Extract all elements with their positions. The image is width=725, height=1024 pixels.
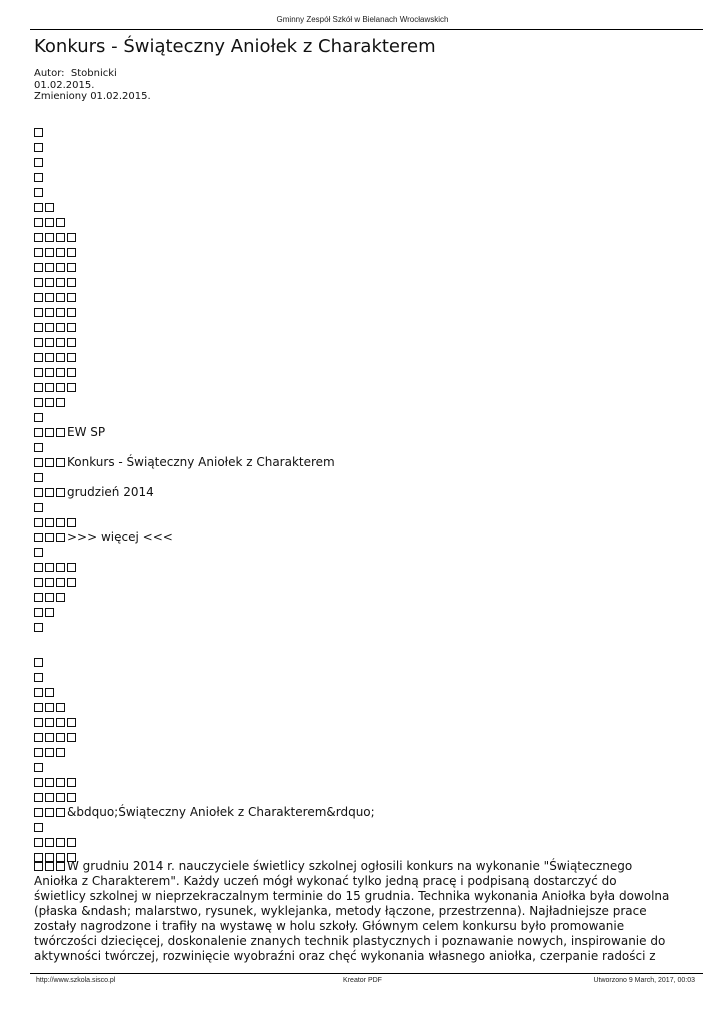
missing-glyph-icon (34, 563, 43, 572)
header-divider (30, 29, 703, 30)
article-meta (34, 68, 151, 103)
missing-glyph-icon (45, 593, 54, 602)
missing-glyph-icon (34, 173, 43, 182)
glyph-row (34, 410, 694, 425)
missing-glyph-icon (34, 703, 43, 712)
missing-glyph-icon (45, 718, 54, 727)
glyph-row (34, 605, 694, 620)
glyph-row (34, 790, 694, 805)
missing-glyph-icon (34, 533, 43, 542)
missing-glyph-icon (34, 158, 43, 167)
missing-glyph-icon (45, 233, 54, 242)
row-text: Konkurs - Świąteczny Aniołek z Charakterem (67, 455, 335, 469)
missing-glyph-icon (67, 578, 76, 587)
missing-glyph-icon (56, 488, 65, 497)
missing-glyph-icon (56, 748, 65, 757)
missing-glyph-icon (34, 733, 43, 742)
missing-glyph-icon (56, 808, 65, 817)
missing-glyph-icon (56, 563, 65, 572)
glyph-row (34, 350, 694, 365)
missing-glyph-icon (56, 703, 65, 712)
missing-glyph-icon (45, 608, 54, 617)
missing-glyph-icon (34, 778, 43, 787)
glyph-row (34, 365, 694, 380)
glyph-row (34, 560, 694, 575)
row-text: &bdquo;Świąteczny Aniołek z Charakterem&rdquo; (67, 805, 375, 819)
missing-glyph-icon (56, 593, 65, 602)
missing-glyph-icon (67, 293, 76, 302)
missing-glyph-icon (56, 383, 65, 392)
publish-date: 01.02.2015. (34, 79, 95, 91)
missing-glyph-icon (45, 688, 54, 697)
missing-glyph-icon (34, 503, 43, 512)
glyph-row (34, 760, 694, 775)
glyph-row (34, 425, 694, 440)
glyph-row (34, 670, 694, 685)
missing-glyph-icon (34, 188, 43, 197)
missing-glyph-icon (34, 458, 43, 467)
missing-glyph-icon (56, 323, 65, 332)
modified-date: Zmieniony 01.02.2015. (34, 91, 151, 102)
glyph-row (34, 185, 694, 200)
glyph-row (34, 685, 694, 700)
missing-glyph-icon (34, 793, 43, 802)
glyph-row (34, 835, 694, 850)
missing-glyph-icon (67, 368, 76, 377)
glyph-row (34, 470, 694, 485)
missing-glyph-icon (56, 862, 65, 871)
missing-glyph-icon (45, 353, 54, 362)
paragraph-line: zostały nagrodzone i trafiły na wystawę w holu szkoły. Głównym celem konkursu było promowanie (34, 919, 625, 933)
missing-glyph-icon (67, 323, 76, 332)
missing-glyph-icon (45, 793, 54, 802)
missing-glyph-icon (67, 733, 76, 742)
article-title: Konkurs - Świąteczny Aniołek z Charakterem (34, 36, 436, 57)
glyph-row (34, 305, 694, 320)
missing-glyph-icon (45, 263, 54, 272)
missing-glyph-icon (56, 518, 65, 527)
missing-glyph-icon (45, 278, 54, 287)
glyph-row (34, 730, 694, 745)
missing-glyph-icon (56, 218, 65, 227)
row-text: EW SP (67, 425, 106, 439)
glyph-block-bottom (34, 655, 694, 865)
article-paragraph (34, 859, 694, 964)
missing-glyph-icon (45, 338, 54, 347)
missing-glyph-icon (34, 308, 43, 317)
missing-glyph-icon (34, 128, 43, 137)
missing-glyph-icon (34, 278, 43, 287)
missing-glyph-icon (56, 293, 65, 302)
paragraph-line: świetlicy szkolnej w nieprzekraczalnym terminie do 15 grudnia. Technika wykonania Aniołka była dowolna (34, 889, 670, 903)
missing-glyph-icon (56, 308, 65, 317)
missing-glyph-icon (34, 658, 43, 667)
row-text: >>> więcej <<< (67, 530, 173, 544)
glyph-row (34, 125, 694, 140)
missing-glyph-icon (45, 368, 54, 377)
missing-glyph-icon (34, 808, 43, 817)
glyph-row (34, 440, 694, 455)
missing-glyph-icon (67, 778, 76, 787)
missing-glyph-icon (34, 862, 43, 871)
paragraph-line: Aniołka z Charakterem". Każdy uczeń mógł wykonać tylko jedną pracę i podpisaną dostarczyć do (34, 874, 617, 888)
missing-glyph-icon (56, 458, 65, 467)
glyph-row (34, 820, 694, 835)
missing-glyph-icon (34, 623, 43, 632)
glyph-row (34, 140, 694, 155)
glyph-block-top (34, 125, 694, 635)
glyph-row (34, 320, 694, 335)
missing-glyph-icon (34, 293, 43, 302)
missing-glyph-icon (56, 838, 65, 847)
missing-glyph-icon (67, 353, 76, 362)
missing-glyph-icon (45, 323, 54, 332)
missing-glyph-icon (34, 673, 43, 682)
missing-glyph-icon (45, 862, 54, 871)
missing-glyph-icon (34, 608, 43, 617)
missing-glyph-icon (45, 778, 54, 787)
missing-glyph-icon (67, 383, 76, 392)
missing-glyph-icon (56, 398, 65, 407)
missing-glyph-icon (34, 823, 43, 832)
missing-glyph-icon (56, 428, 65, 437)
missing-glyph-icon (45, 518, 54, 527)
missing-glyph-icon (45, 428, 54, 437)
missing-glyph-icon (34, 488, 43, 497)
missing-glyph-icon (45, 563, 54, 572)
glyph-row (34, 335, 694, 350)
missing-glyph-icon (56, 263, 65, 272)
missing-glyph-icon (34, 593, 43, 602)
glyph-row (34, 545, 694, 560)
missing-glyph-icon (56, 368, 65, 377)
glyph-row (34, 485, 694, 500)
glyph-row (34, 290, 694, 305)
missing-glyph-icon (34, 368, 43, 377)
missing-glyph-icon (34, 473, 43, 482)
missing-glyph-icon (45, 218, 54, 227)
missing-glyph-icon (34, 748, 43, 757)
missing-glyph-icon (67, 248, 76, 257)
footer-url: http://www.szkola.sisco.pl (36, 977, 116, 984)
glyph-row (34, 575, 694, 590)
missing-glyph-icon (56, 778, 65, 787)
paragraph-line: W grudniu 2014 r. nauczyciele świetlicy szkolnej ogłosili konkurs na wykonanie "Świątecznego (67, 859, 633, 873)
row-text: grudzień 2014 (67, 485, 154, 499)
missing-glyph-icon (45, 578, 54, 587)
footer-divider (30, 973, 703, 974)
missing-glyph-icon (34, 578, 43, 587)
missing-glyph-icon (45, 398, 54, 407)
missing-glyph-icon (34, 443, 43, 452)
missing-glyph-icon (67, 718, 76, 727)
paragraph-missing-glyphs (34, 859, 67, 873)
missing-glyph-icon (67, 278, 76, 287)
missing-glyph-icon (34, 353, 43, 362)
missing-glyph-icon (67, 793, 76, 802)
missing-glyph-icon (56, 353, 65, 362)
missing-glyph-icon (45, 203, 54, 212)
missing-glyph-icon (34, 203, 43, 212)
footer-created: Utworzono 9 March, 2017, 00:03 (593, 977, 695, 984)
missing-glyph-icon (67, 563, 76, 572)
paragraph-line: (płaska &ndash; malarstwo, rysunek, wyklejanka, metody łączone, przestrzenna). Najładniejsze prace (34, 904, 647, 918)
missing-glyph-icon (34, 338, 43, 347)
glyph-row (34, 215, 694, 230)
missing-glyph-icon (56, 248, 65, 257)
missing-glyph-icon (45, 293, 54, 302)
glyph-row (34, 455, 694, 470)
glyph-row (34, 590, 694, 605)
paragraph-line: twórczości dziecięcej, doskonalenie znanych technik plastycznych i poznawanie nowych, inspirowanie do (34, 934, 666, 948)
glyph-row (34, 775, 694, 790)
missing-glyph-icon (34, 688, 43, 697)
missing-glyph-icon (45, 808, 54, 817)
glyph-row (34, 715, 694, 730)
missing-glyph-icon (56, 718, 65, 727)
missing-glyph-icon (34, 323, 43, 332)
missing-glyph-icon (56, 338, 65, 347)
missing-glyph-icon (34, 218, 43, 227)
glyph-row (34, 245, 694, 260)
missing-glyph-icon (56, 233, 65, 242)
glyph-row (34, 515, 694, 530)
glyph-row (34, 230, 694, 245)
missing-glyph-icon (34, 263, 43, 272)
missing-glyph-icon (67, 308, 76, 317)
author-line: Autor: Stobnicki (34, 68, 117, 79)
missing-glyph-icon (34, 548, 43, 557)
missing-glyph-icon (45, 838, 54, 847)
missing-glyph-icon (45, 703, 54, 712)
glyph-row (34, 155, 694, 170)
glyph-row (34, 805, 694, 820)
glyph-row (34, 275, 694, 290)
glyph-row (34, 500, 694, 515)
glyph-row (34, 395, 694, 410)
missing-glyph-icon (34, 248, 43, 257)
missing-glyph-icon (34, 233, 43, 242)
glyph-row (34, 380, 694, 395)
missing-glyph-icon (56, 733, 65, 742)
missing-glyph-icon (34, 718, 43, 727)
missing-glyph-icon (34, 398, 43, 407)
missing-glyph-icon (34, 383, 43, 392)
glyph-row (34, 260, 694, 275)
glyph-row (34, 200, 694, 215)
missing-glyph-icon (45, 748, 54, 757)
missing-glyph-icon (34, 428, 43, 437)
missing-glyph-icon (45, 733, 54, 742)
missing-glyph-icon (45, 458, 54, 467)
missing-glyph-icon (34, 838, 43, 847)
missing-glyph-icon (67, 838, 76, 847)
page-header: Gminny Zespół Szkół w Bielanach Wrocławskich (276, 15, 449, 24)
missing-glyph-icon (67, 233, 76, 242)
missing-glyph-icon (56, 278, 65, 287)
missing-glyph-icon (34, 518, 43, 527)
missing-glyph-icon (67, 263, 76, 272)
paragraph-line: aktywności twórczej, rozwinięcie wyobraźni oraz chęć wykonania własnego aniołka, czerpanie radości z (34, 949, 656, 963)
missing-glyph-icon (34, 143, 43, 152)
missing-glyph-icon (45, 383, 54, 392)
missing-glyph-icon (56, 533, 65, 542)
missing-glyph-icon (34, 763, 43, 772)
glyph-row (34, 170, 694, 185)
missing-glyph-icon (45, 248, 54, 257)
missing-glyph-icon (56, 578, 65, 587)
glyph-row (34, 530, 694, 545)
missing-glyph-icon (45, 308, 54, 317)
missing-glyph-icon (56, 793, 65, 802)
glyph-row (34, 745, 694, 760)
missing-glyph-icon (34, 413, 43, 422)
paragraph-text (34, 859, 669, 963)
missing-glyph-icon (45, 488, 54, 497)
missing-glyph-icon (45, 533, 54, 542)
glyph-row (34, 620, 694, 635)
glyph-row (34, 655, 694, 670)
glyph-row (34, 700, 694, 715)
missing-glyph-icon (67, 338, 76, 347)
footer-generator: Kreator PDF (343, 977, 382, 984)
missing-glyph-icon (67, 518, 76, 527)
